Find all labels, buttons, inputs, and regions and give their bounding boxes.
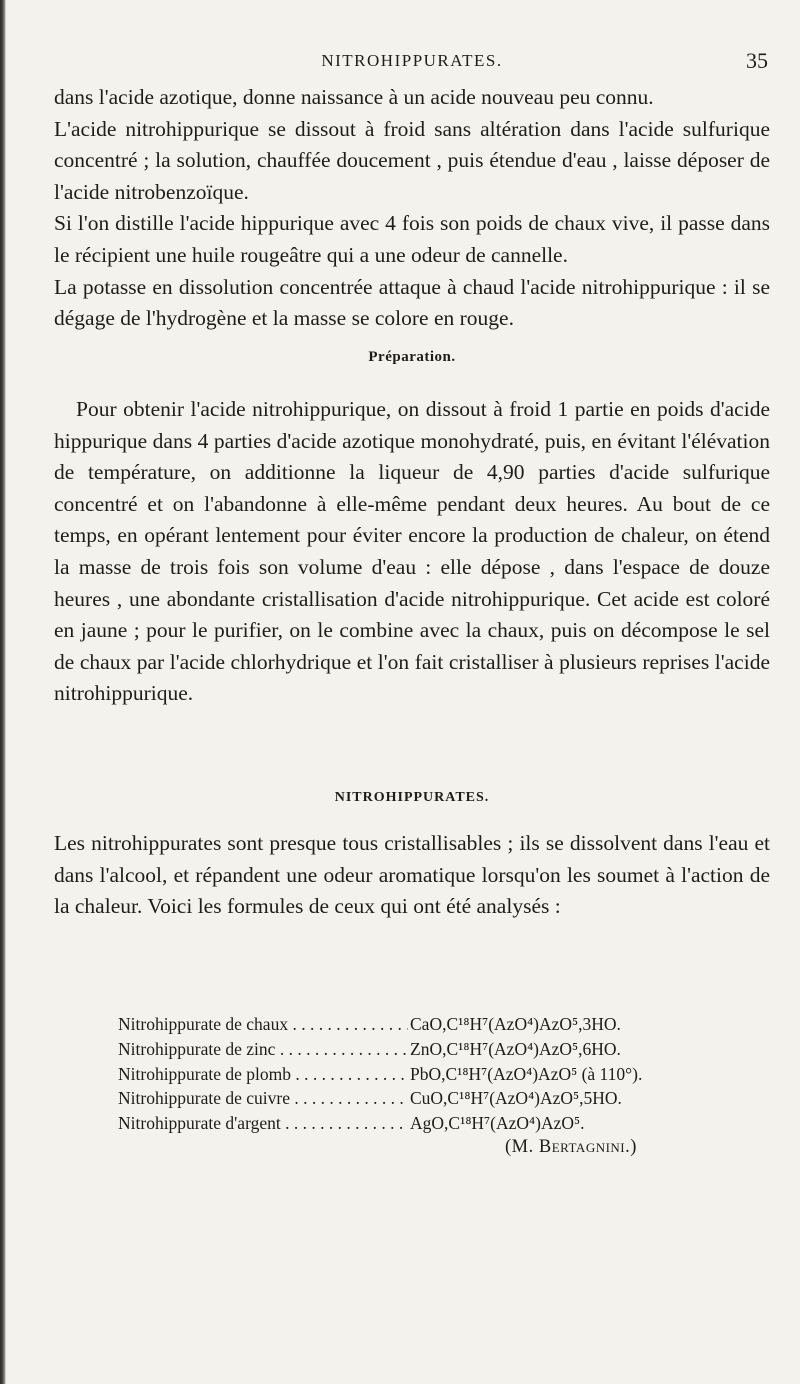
section-title-preparation: Préparation. xyxy=(368,349,456,365)
salt-name: Nitrohippurate d'argent . . . xyxy=(118,1111,408,1136)
page-header xyxy=(54,46,770,74)
salt-name: Nitrohippurate de cuivre . . . xyxy=(118,1086,408,1111)
page-number: 35 xyxy=(746,48,768,73)
salt-formula: CuO,C¹⁸H⁷(AzO⁴)AzO⁵,5HO. xyxy=(410,1088,622,1109)
formula-row xyxy=(118,1086,642,1111)
paragraph-potasse: La potasse en dissolution concentrée attaque à chaud l'acide nitrohippurique : il se dégage de l'hydrogène et la masse se colore en rouge. xyxy=(54,274,770,331)
formula-table xyxy=(118,1012,642,1136)
salt-name: Nitrohippurate de chaux . . . xyxy=(118,1012,408,1037)
formula-row xyxy=(118,1062,642,1087)
formula-row xyxy=(118,1037,642,1062)
paragraph-continuation: dans l'acide azotique, donne naissance à un acide nouveau peu connu. xyxy=(54,85,654,109)
salt-name: Nitrohippurate de zinc . . . xyxy=(118,1037,408,1062)
paragraph-sulfuric: L'acide nitrohippurique se dissout à froid sans altération dans l'acide sulfurique concentré ; la solution, chauffée doucement , puis étendue d'eau , laisse déposer de l'acide nitrobenzoïque. xyxy=(54,116,770,204)
preparation-body xyxy=(54,394,770,710)
paragraph-nitrohippurates: Les nitrohippurates sont presque tous cristallisables ; ils se dissolvent dans l'eau et dans l'alcool, et répandent une odeur aromatique lorsqu'on les soumet à l'action de la chaleur. Voici les formules de ceux qui ont été analysés : xyxy=(54,831,770,919)
paragraph-preparation: Pour obtenir l'acide nitrohippurique, on dissout à froid 1 partie en poids d'acide hippurique dans 4 parties d'acide azotique monohydraté, puis, en évitant l'élévation de température, on additionne la liqueur de 4,90 parties d'acide sulfurique concentré et on l'abandonne à elle-même pendant deux heures. Au bout de ce temps, en opérant lentement pour éviter encore la production de chaleur, on étend la masse de trois fois son volume d'eau : elle dépose , dans l'espace de douze heures , une abondante cristallisation d'acide nitrohippurique. Cet acide est coloré en jaune ; pour le purifier, on le combine avec la chaux, puis on décompose le sel de chaux par l'acide chlorhydrique et l'on fait cristalliser à plusieurs reprises l'acide nitrohippurique. xyxy=(54,397,770,706)
section-title-nitrohippurates: NITROHIPPURATES. xyxy=(334,790,490,805)
binding-edge xyxy=(0,0,6,1384)
running-head: NITROHIPPURATES. xyxy=(321,51,503,70)
paragraph-distillation: Si l'on distille l'acide hippurique avec 4 fois son poids de chaux vive, il passe dans le récipient une huile rougeâtre qui a une odeur de cannelle. xyxy=(54,211,770,267)
salt-name: Nitrohippurate de plomb . . . xyxy=(118,1062,408,1087)
formula-row xyxy=(118,1012,642,1037)
formula-row xyxy=(118,1111,642,1136)
top-paragraphs xyxy=(54,82,770,335)
nitrohippurates-body xyxy=(54,828,770,923)
attribution: (M. Bertagnini.) xyxy=(505,1137,637,1157)
salt-formula: PbO,C¹⁸H⁷(AzO⁴)AzO⁵ (à 110°). xyxy=(410,1063,643,1084)
salt-formula: ZnO,C¹⁸H⁷(AzO⁴)AzO⁵,6HO. xyxy=(410,1038,621,1059)
salt-formula: AgO,C¹⁸H⁷(AzO⁴)AzO⁵. xyxy=(410,1113,585,1134)
salt-formula: CaO,C¹⁸H⁷(AzO⁴)AzO⁵,3HO. xyxy=(410,1014,621,1034)
